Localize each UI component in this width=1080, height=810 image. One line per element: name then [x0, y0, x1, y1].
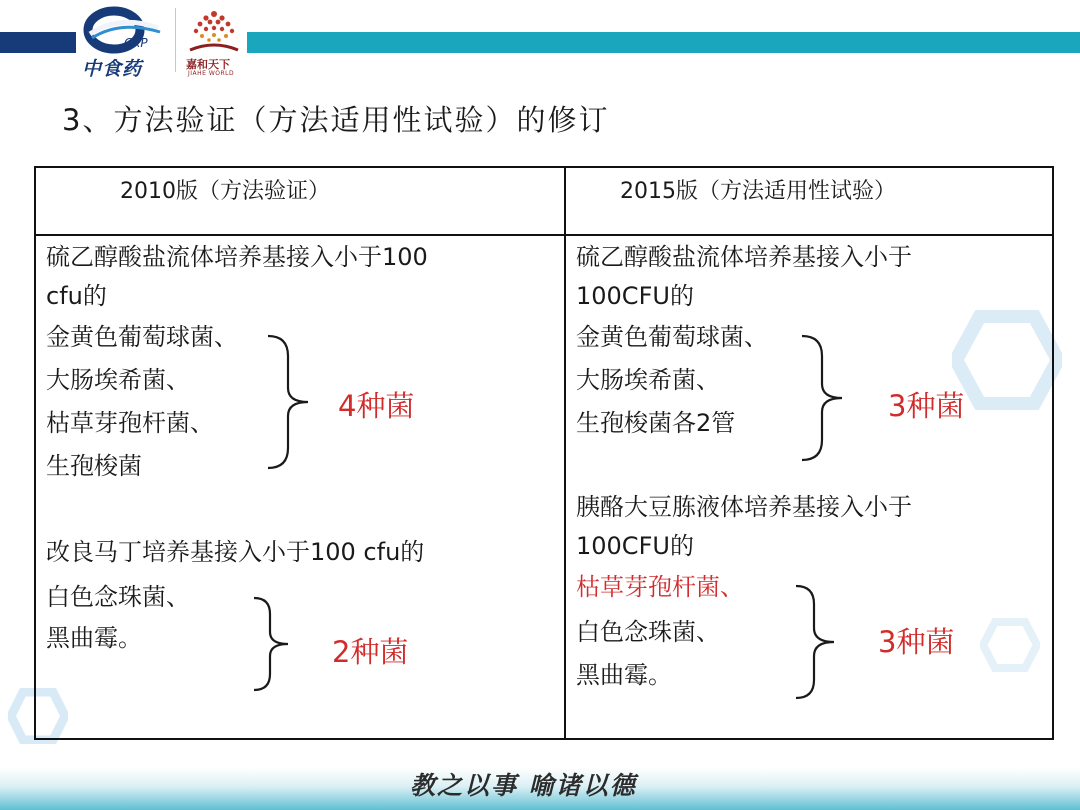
left-group1-item: 生孢梭菌 [46, 452, 142, 480]
flame-tree-icon [182, 4, 246, 56]
left-group1-intro-line2: cfu的 [46, 282, 107, 310]
jiahe-logo [182, 4, 246, 78]
right-group1-item: 金黄色葡萄球菌、 [576, 323, 768, 351]
logo-swirl-icon [80, 4, 166, 54]
logo-gxp-text: GxP [124, 36, 148, 50]
left-group1-item: 金黄色葡萄球菌、 [46, 323, 238, 351]
right-group1-item: 大肠埃希菌、 [576, 366, 720, 394]
right-brace-icon [794, 584, 844, 700]
right-group2-intro-line1: 胰酪大豆胨液体培养基接入小于 [576, 493, 912, 521]
right-group1-intro-line2: 100CFU的 [576, 282, 694, 310]
right-group2-item: 黑曲霉。 [576, 661, 672, 689]
left-group1-item: 大肠埃希菌、 [46, 366, 190, 394]
left-group2-intro: 改良马丁培养基接入小于100 cfu的 [46, 538, 425, 566]
left-group1-item: 枯草芽孢杆菌、 [46, 409, 214, 437]
header-band-left [0, 32, 76, 53]
right-group2-intro-line2: 100CFU的 [576, 532, 694, 560]
header-band-right [247, 32, 1080, 53]
left-group2-item: 白色念珠菌、 [46, 583, 190, 611]
left-group1-intro-line1: 硫乙醇酸盐流体培养基接入小于100 [46, 243, 428, 271]
right-group1-intro-line1: 硫乙醇酸盐流体培养基接入小于 [576, 243, 912, 271]
left-group2-count: 2种菌 [332, 635, 409, 669]
right-brace-icon [266, 334, 316, 470]
logo-jiahe-en: JIAHE WORLD [188, 70, 235, 77]
left-group1-count: 4种菌 [338, 389, 415, 423]
logo-jiahe-name: 嘉和天下 [186, 58, 230, 71]
table-column-divider [564, 168, 566, 738]
right-group2-item: 白色念珠菌、 [576, 618, 720, 646]
right-group2-item-highlighted: 枯草芽孢杆菌、 [576, 573, 744, 601]
footer-motto: 教之以事 喻诸以德 [410, 771, 637, 800]
header-2015-edition: 2015版（方法适用性试验） [620, 179, 896, 204]
right-group1-item: 生孢梭菌各2管 [576, 409, 736, 437]
logo-divider [175, 8, 176, 72]
right-group1-count: 3种菌 [888, 389, 965, 423]
right-brace-icon [800, 334, 850, 462]
zhongshiyao-logo [80, 4, 166, 78]
header-2010-edition: 2010版（方法验证） [120, 179, 330, 204]
table-header-divider [36, 234, 1052, 236]
logo-brand-text: 中食药 [82, 58, 143, 80]
right-brace-icon [252, 596, 302, 692]
right-group2-count: 3种菌 [878, 625, 955, 659]
page-title: 3、方法验证（方法适用性试验）的修订 [62, 103, 610, 137]
left-group2-item: 黑曲霉。 [46, 624, 142, 652]
